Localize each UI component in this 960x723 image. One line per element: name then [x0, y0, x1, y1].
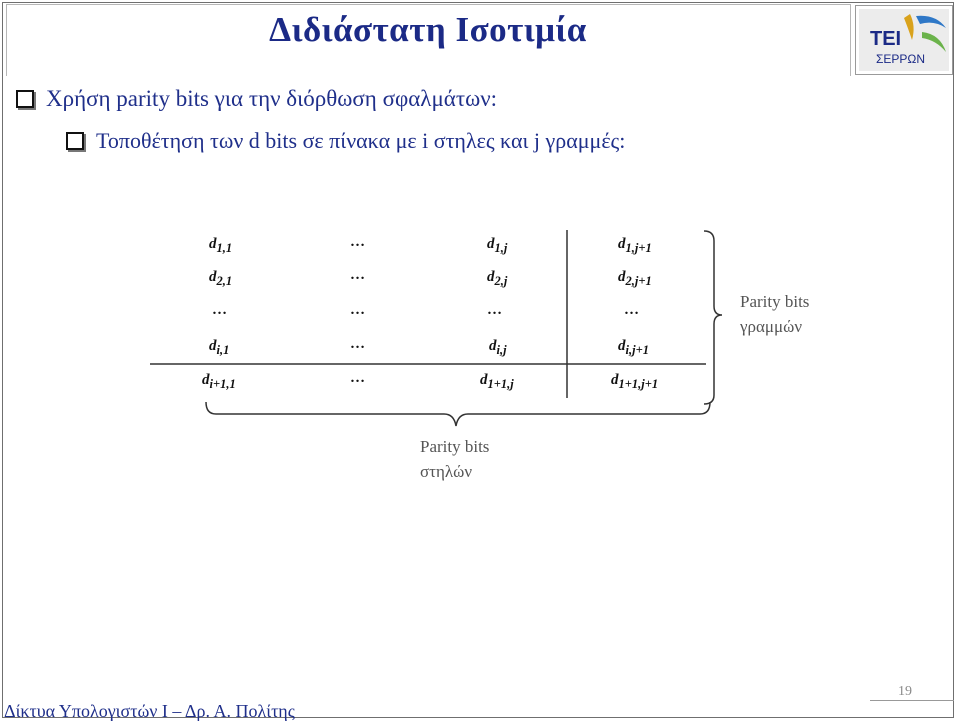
footer-divider [870, 700, 954, 701]
matrix-cell: $d_{2,j+1}$ [618, 269, 652, 288]
matrix-cell: $d_{1+1,j+1}$ [611, 372, 659, 391]
column-parity-label-sub: στηλών [420, 462, 473, 481]
row-parity-brace [704, 231, 722, 404]
matrix-cell: $d_{1,j}$ [487, 236, 508, 255]
column-parity-brace [206, 402, 710, 426]
matrix-ellipsis: … [350, 234, 366, 250]
logo-text: ΤΕΙ [870, 28, 902, 50]
matrix-cell: $d_{1,1}$ [209, 236, 233, 255]
matrix-ellipsis: … [350, 370, 366, 386]
matrix-cell: $d_{1+1,j}$ [480, 372, 514, 391]
row-parity-label: Parity bits [740, 292, 810, 311]
matrix-cell: $d_{i,j}$ [489, 338, 507, 357]
matrix-cell: $d_{1,j+1}$ [618, 236, 652, 255]
bullet-text: Τοποθέτηση των d bits σε πίνακα με i στηλες και j γραμμές: [96, 128, 626, 153]
matrix-ellipsis: … [624, 302, 640, 318]
column-parity-label: Parity bits [420, 437, 490, 456]
matrix-cell: $d_{i,1}$ [209, 338, 230, 357]
matrix-cell: $d_{i,j+1}$ [618, 338, 649, 357]
slide-footer: Δίκτυα Υπολογιστών Ι – Δρ. Α. Πολίτης [4, 701, 295, 721]
matrix-ellipsis: … [212, 302, 228, 318]
matrix-ellipsis: … [350, 267, 366, 283]
matrix-ellipsis: … [350, 336, 366, 352]
matrix-cell: $d_{i+1,1}$ [202, 372, 236, 391]
matrix-cell: $d_{2,j}$ [487, 269, 508, 288]
logo-subtext: ΣΕΡΡΩΝ [876, 52, 926, 66]
matrix-ellipsis: … [350, 302, 366, 318]
matrix-ellipsis: … [487, 302, 503, 318]
matrix-cell: $d_{2,1}$ [209, 269, 233, 288]
bullet-text: Χρήση parity bits για την διόρθωση σφαλμάτων: [46, 86, 498, 111]
slide-title: Διδιάστατη Ισοτιμία [269, 10, 587, 49]
page-number: 19 [898, 684, 912, 699]
row-parity-label-sub: γραμμών [740, 317, 803, 336]
